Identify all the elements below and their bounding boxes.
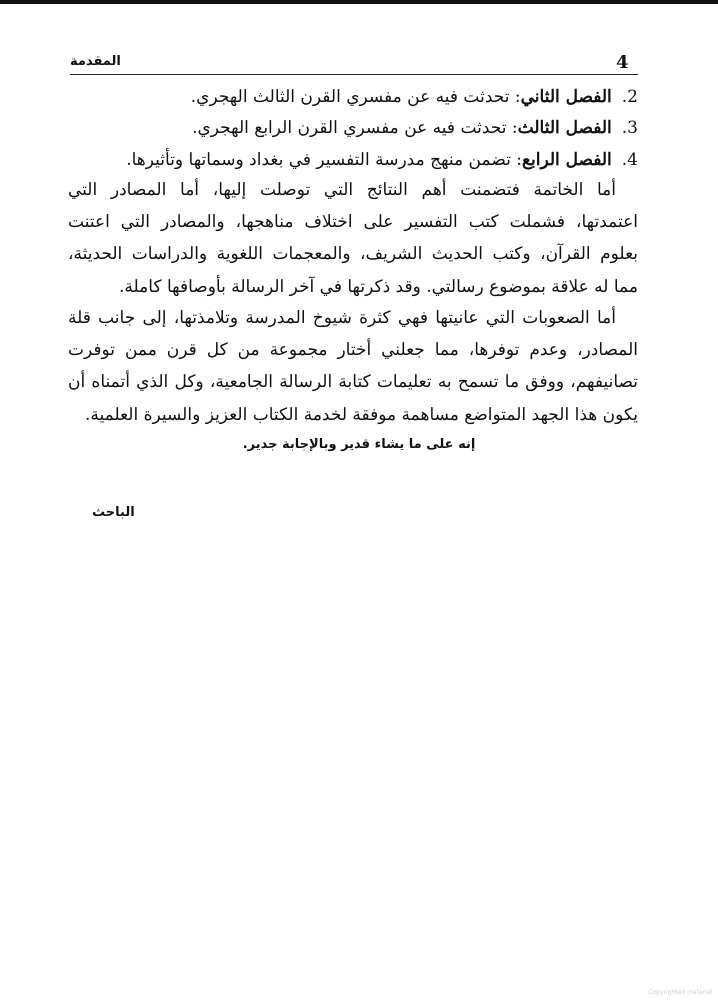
paragraph-line: اعتمدتها، فشملت كتب التفسير على اختلاف مناهجها، والمصادر التي اعتنت	[68, 212, 638, 232]
list-item	[68, 82, 638, 112]
item-title: الفصل الثالث	[517, 118, 612, 138]
paragraph-line: بعلوم القرآن، وكتب الحديث الشريف، والمعجمات اللغوية والدراسات الحديثة،	[68, 244, 638, 264]
item-number: 4.	[621, 150, 638, 170]
signature: الباحث	[92, 505, 135, 520]
paragraph-line: المصادر، وعدم توفرها، مما جعلني أختار مجموعة من كل قرن ممن توفرت	[68, 340, 638, 360]
list-item	[68, 113, 638, 143]
paragraph-line: تصانيفهم، ووفق ما تسمح به تعليمات كتابة الرسالة الجامعية، وكل الذي أتمناه أن	[68, 372, 638, 392]
item-text: : تحدثت فيه عن مفسري القرن الثالث الهجري.	[190, 87, 521, 107]
item-number: 2.	[621, 87, 638, 107]
closing-phrase: إنه على ما يشاء قدير وبالإجابة جدير.	[242, 437, 476, 452]
paragraph-line: أما الصعوبات التي عانيتها فهي كثرة شيوخ المدرسة وتلامذتها، إلى جانب قلة	[68, 308, 616, 328]
running-title: المقدمة	[70, 54, 121, 69]
watermark: Copyrighted material	[648, 989, 712, 996]
paragraph-line: يكون هذا الجهد المتواضع مساهمة موفقة لخدمة الكتاب العزيز والسيرة العلمية.	[84, 405, 638, 425]
paragraph-line: مما له علاقة بموضوع رسالتي. وقد ذكرتها في آخر الرسالة بأوصافها كاملة.	[119, 277, 638, 297]
page-number: 4	[616, 52, 629, 73]
page-header	[70, 50, 638, 75]
top-border	[0, 0, 718, 4]
item-text: : تحدثت فيه عن مفسري القرن الرابع الهجري.	[192, 118, 518, 138]
item-title: الفصل الرابع	[521, 150, 612, 170]
list-item	[68, 145, 638, 175]
item-number: 3.	[621, 118, 638, 138]
item-text: : تضمن منهج مدرسة التفسير في بغداد وسماتها وتأثيرها.	[126, 150, 522, 170]
item-title: الفصل الثاني	[520, 87, 612, 107]
paragraph-line: أما الخاتمة فتضمنت أهم النتائج التي توصلت إليها، أما المصادر التي	[68, 180, 616, 200]
